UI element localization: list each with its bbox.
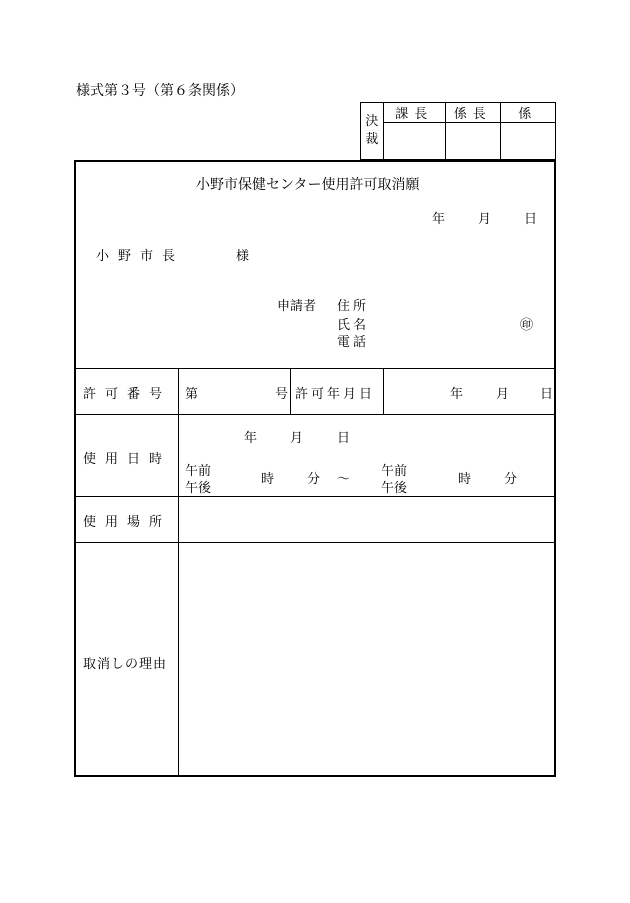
permit-date-day: 日 (540, 387, 554, 402)
rule-1 (76, 368, 554, 369)
kessai-top: 決 (365, 114, 379, 129)
date-month: 月 (478, 212, 492, 227)
approval-col-kakari: 係 (500, 103, 555, 123)
addressee-honorific: 様 (236, 249, 250, 264)
label-column-divider (178, 368, 179, 777)
end-hour-unit: 時 (458, 472, 472, 487)
stamp-box-kakaricho[interactable] (445, 123, 500, 160)
rule-4 (76, 542, 554, 543)
approval-col-kakaricho: 係長 (445, 103, 500, 123)
usage-date-month: 月 (290, 431, 304, 446)
applicant-label: 申請者 (277, 299, 317, 314)
stamp-box-kakari[interactable] (500, 123, 555, 160)
addressee-name: 小野市長 (96, 249, 185, 264)
end-pm-label: 午後 (381, 481, 408, 496)
application-form-frame (74, 160, 556, 777)
date-year: 年 (432, 212, 446, 227)
usage-date-year: 年 (244, 431, 258, 446)
usage-date-day: 日 (337, 431, 351, 446)
kessai-cell (361, 103, 384, 160)
applicant-name-label: 氏名 (337, 318, 370, 333)
permit-date-label: 許可年月日 (295, 387, 376, 402)
date-day: 日 (524, 212, 538, 227)
start-am-label: 午前 (185, 464, 212, 479)
stamp-box-kacho[interactable] (383, 123, 445, 160)
kessai-bottom: 裁 (365, 132, 379, 147)
permit-number-suffix: 号 (275, 387, 289, 402)
seal-mark: ㊞ (520, 318, 534, 333)
rule-2 (76, 414, 554, 415)
end-minute-unit: 分 (504, 472, 518, 487)
applicant-phone-label: 電話 (337, 335, 370, 350)
form-number: 様式第３号（第６条関係） (76, 83, 244, 99)
usage-place-label: 使用場所 (83, 515, 172, 530)
end-am-label: 午前 (381, 464, 408, 479)
cancel-reason-label: 取消しの理由 (83, 657, 168, 672)
permit-number-label: 許可番号 (83, 387, 172, 402)
form-title: 小野市保健センター使用許可取消願 (196, 177, 420, 193)
start-minute-unit: 分 (307, 472, 321, 487)
permit-row-divider-1 (290, 368, 291, 414)
rule-3 (76, 496, 554, 497)
approval-col-kacho: 課長 (383, 103, 445, 123)
time-range-tilde: ～ (337, 472, 351, 487)
applicant-address-label: 住所 (337, 299, 370, 314)
permit-date-year: 年 (450, 387, 464, 402)
permit-date-month: 月 (496, 387, 510, 402)
permit-number-prefix: 第 (185, 387, 199, 402)
permit-row-divider-2 (383, 368, 384, 414)
approval-stamp-table (360, 102, 556, 160)
usage-datetime-label: 使用日時 (83, 452, 172, 467)
start-hour-unit: 時 (261, 472, 275, 487)
start-pm-label: 午後 (185, 481, 212, 496)
